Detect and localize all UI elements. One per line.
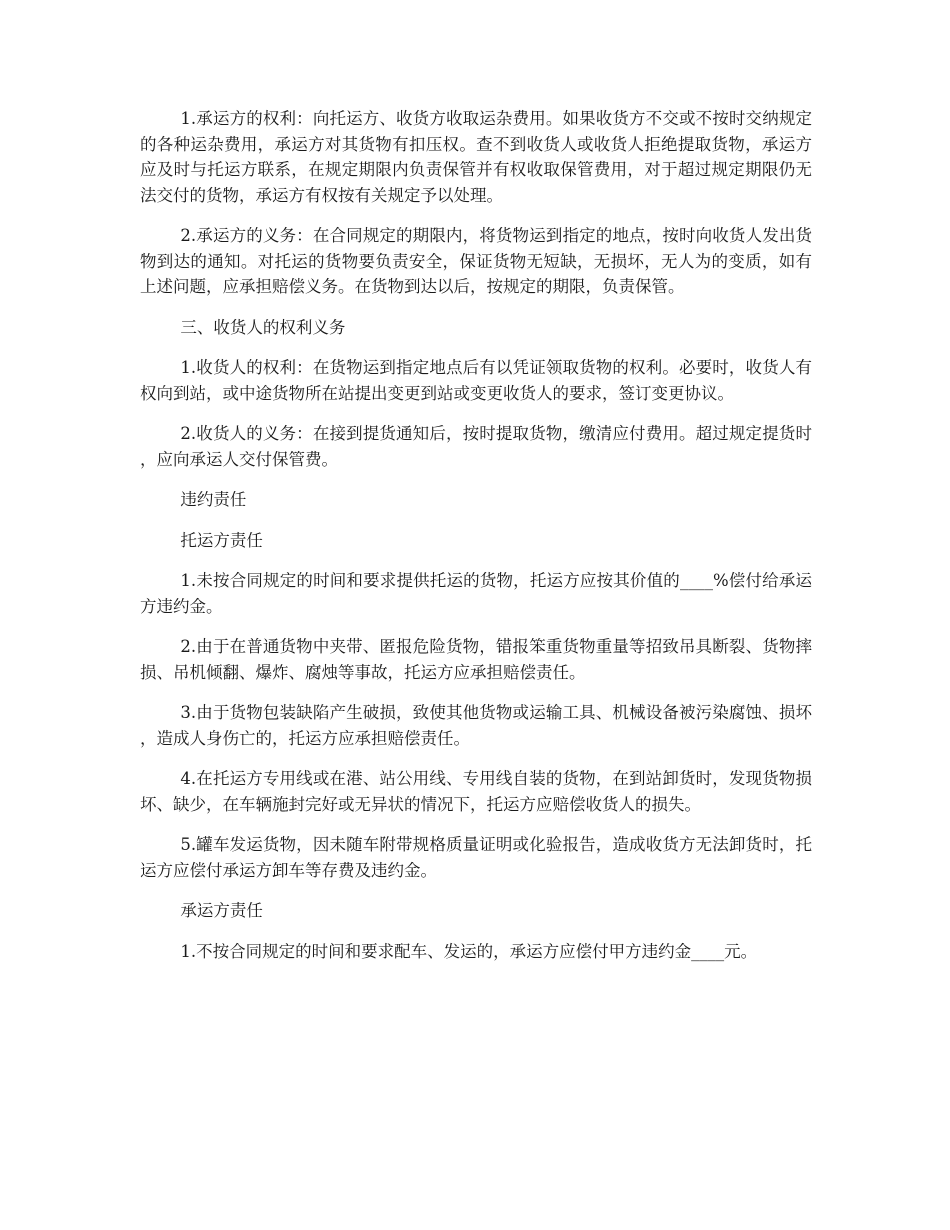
subheading-shipper-liability: 托运方责任 [180, 530, 263, 550]
section-heading-consignee: 三、收货人的权利义务 [180, 317, 346, 337]
paragraph-consignee-rights: 1.收货人的权利：在货物运到指定地点后有以凭证领取货物的权利。必要时，收货人有权向到站，或中途货物所在站提出变更到站或变更收货人的要求，签订变更协议。 [140, 358, 812, 403]
paragraph-shipper-liability-4: 4.在托运方专用线或在港、站公用线、专用线自装的货物，在到站卸货时，发现货物损坏、缺少，在车辆施封完好或无异状的情况下，托运方应赔偿收货人的损失。 [140, 769, 812, 814]
paragraph-carrier-rights: 1.承运方的权利：向托运方、收货方收取运杂费用。如果收货方不交或不按时交纳规定的各种运杂费用，承运方对其货物有扣压权。查不到收货人或收货人拒绝提取货物，承运方应及时与托运方联系，在规定期限内负责保管并有权收取保管费用，对于超过规定期限仍无法交付的货物，承运方有权按有关规定予以处理。 [140, 109, 812, 205]
paragraph-shipper-liability-2: 2.由于在普通货物中夹带、匿报危险货物，错报笨重货物重量等招致吊具断裂、货物摔损、吊机倾翻、爆炸、腐烛等事故，托运方应承担赔偿责任。 [140, 637, 812, 682]
paragraph-carrier-obligations: 2.承运方的义务：在合同规定的期限内，将货物运到指定的地点，按时向收货人发出货物到达的通知。对托运的货物要负责安全，保证货物无短缺，无损坏，无人为的变质，如有上述问题，应承担赔偿义务。在货物到达以后，按规定的期限，负责保管。 [140, 226, 812, 296]
document-body [140, 106, 812, 979]
section-heading-liability: 违约责任 [180, 490, 247, 509]
paragraph-carrier-liability-1: 1.不按合同规定的时间和要求配车、发运的，承运方应偿付甲方违约金____元。 [180, 941, 758, 961]
subheading-carrier-liability: 承运方责任 [180, 901, 263, 920]
paragraph-shipper-liability-3: 3.由于货物包装缺陷产生破损，致使其他货物或运输工具、机械设备被污染腐蚀、损坏，造成人身伤亡的，托运方应承担赔偿责任。 [140, 703, 812, 748]
paragraph-shipper-liability-5: 5.罐车发运货物，因未随车附带规格质量证明或化验报告，造成收货方无法卸货时，托运方应偿付承运方卸车等存费及违约金。 [140, 835, 812, 880]
paragraph-consignee-obligations: 2.收货人的义务：在接到提货通知后，按时提取货物，缴清应付费用。超过规定提货时，应向承运人交付保管费。 [140, 424, 812, 469]
paragraph-shipper-liability-1: 1.未按合同规定的时间和要求提供托运的货物，托运方应按其价值的____%偿付给承运方违约金。 [140, 571, 812, 616]
